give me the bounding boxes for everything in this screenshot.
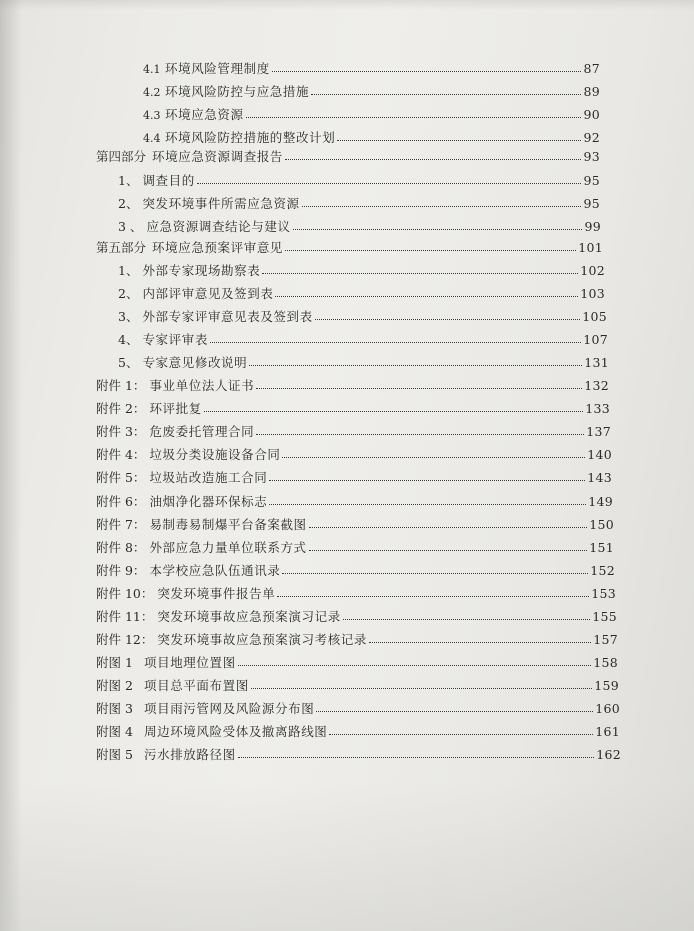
toc-entry-number: 附图 1 — [96, 654, 133, 670]
dot-leader — [210, 342, 581, 343]
toc-entry-page-number: 140 — [587, 446, 612, 462]
toc-entry-number: 附件 7： — [96, 516, 146, 532]
toc-entry-number: 3 、 — [118, 218, 143, 234]
toc-entry-page-number: 92 — [583, 129, 600, 145]
dot-leader — [238, 665, 592, 666]
toc-entry — [96, 534, 614, 554]
toc-entry — [96, 488, 613, 508]
toc-entry — [96, 143, 600, 163]
dot-leader — [197, 183, 582, 184]
toc-entry-title: 专家评审表 — [142, 331, 208, 347]
toc-entry-number: 第四部分 — [96, 148, 147, 164]
toc-entry-number: 4.4 — [143, 132, 161, 145]
toc-entry-number: 第五部分 — [96, 239, 147, 255]
toc-entry-number: 附件 4： — [96, 446, 146, 462]
toc-entry — [96, 418, 611, 438]
toc-entry-number: 附件 9： — [96, 562, 146, 578]
toc-entry-title: 内部评审意见及签到表 — [142, 285, 274, 301]
toc-entry-page-number: 105 — [582, 308, 607, 324]
toc-entry — [96, 603, 617, 623]
toc-entry-title: 环评批复 — [149, 400, 202, 416]
toc-entry — [96, 626, 618, 646]
dot-leader — [309, 527, 588, 528]
dot-leader — [282, 573, 588, 574]
toc-entry — [143, 101, 600, 121]
toc-entry — [118, 190, 600, 210]
toc-entry-page-number: 89 — [583, 83, 600, 99]
toc-entry-page-number: 151 — [589, 539, 614, 555]
dot-leader — [293, 229, 583, 230]
toc-entry-number: 附图 3 — [96, 700, 133, 716]
toc-entry-page-number: 149 — [588, 493, 613, 509]
toc-entry-title: 突发环境事件报告单 — [157, 585, 276, 601]
toc-entry-page-number: 133 — [585, 400, 610, 416]
toc-entry-title: 污水排放路径图 — [144, 746, 236, 762]
dot-leader — [337, 140, 581, 141]
dot-leader — [269, 480, 585, 481]
dot-leader — [256, 388, 582, 389]
dot-leader — [302, 206, 582, 207]
toc-entry-page-number: 162 — [596, 746, 621, 762]
toc-entry-page-number: 152 — [590, 562, 615, 578]
toc-entry-number: 4.1 — [143, 63, 161, 76]
toc-entry — [118, 257, 605, 277]
toc-entry-number: 4、 — [118, 331, 139, 347]
toc-entry — [118, 349, 609, 369]
toc-entry-title: 环境应急资源 — [165, 106, 244, 122]
dot-leader — [238, 757, 595, 758]
toc-entry-page-number: 95 — [583, 195, 600, 211]
toc-entry — [96, 718, 620, 738]
dot-leader — [277, 596, 589, 597]
dot-leader — [272, 71, 582, 72]
toc-entry — [143, 55, 600, 75]
toc-entry-title: 事业单位法人证书 — [149, 377, 255, 393]
dot-leader — [249, 365, 582, 366]
toc-entry-number: 附图 2 — [96, 677, 133, 693]
toc-entry-number: 附件 2： — [96, 400, 146, 416]
toc-entry — [96, 372, 609, 392]
toc-entry-number: 2、 — [118, 195, 139, 211]
toc-entry-page-number: 137 — [586, 423, 611, 439]
toc-entry-number: 2、 — [118, 285, 139, 301]
toc-entry-page-number: 159 — [594, 677, 619, 693]
toc-entry-number: 附图 5 — [96, 746, 133, 762]
toc-entry-title: 项目雨污管网及风险源分布图 — [144, 700, 315, 716]
toc-entry-title: 油烟净化器环保标志 — [149, 493, 268, 509]
toc-entry — [96, 695, 620, 715]
toc-entry-title: 垃圾站改造施工合同 — [149, 469, 268, 485]
dot-leader — [262, 273, 578, 274]
toc-entry-number: 附件 3： — [96, 423, 146, 439]
toc-entry-page-number: 143 — [587, 469, 612, 485]
toc-entry-title: 突发环境事件所需应急资源 — [142, 195, 300, 211]
toc-entry — [96, 511, 614, 531]
toc-entry-number: 3、 — [118, 308, 139, 324]
toc-entry — [143, 78, 600, 98]
toc-entry — [118, 326, 608, 346]
toc-entry-page-number: 101 — [578, 239, 603, 255]
toc-entry — [96, 395, 610, 415]
toc-entry-number: 附件 8： — [96, 539, 146, 555]
toc-entry-page-number: 132 — [584, 377, 609, 393]
toc-entry-title: 外部专家现场勘察表 — [142, 262, 261, 278]
toc-entry-page-number: 103 — [580, 285, 605, 301]
toc-entry-page-number: 161 — [595, 723, 620, 739]
toc-entry — [143, 124, 600, 144]
toc-entry-number: 附件 11： — [96, 608, 154, 624]
toc-entry — [96, 741, 621, 761]
toc-entry-page-number: 153 — [591, 585, 616, 601]
toc-entry-title: 周边环境风险受体及撤离路线图 — [144, 723, 328, 739]
toc-entry-title: 外部专家评审意见表及签到表 — [142, 308, 313, 324]
toc-entry-number: 附件 5： — [96, 469, 146, 485]
toc-entry-number: 4.2 — [143, 86, 161, 99]
toc-entry-title: 环境风险防控与应急措施 — [165, 83, 310, 99]
dot-leader — [282, 457, 585, 458]
toc-entry-title: 调查目的 — [142, 172, 195, 188]
toc-entry-page-number: 90 — [583, 106, 600, 122]
toc-entry-page-number: 150 — [589, 516, 614, 532]
dot-leader — [369, 642, 591, 643]
toc-entry-title: 易制毒易制爆平台备案截图 — [149, 516, 307, 532]
toc-entry-title: 本学校应急队伍通讯录 — [149, 562, 281, 578]
toc-entry — [118, 167, 600, 187]
toc-entry-title: 环境应急资源调查报告 — [152, 148, 284, 164]
toc-entry-number: 附件 6： — [96, 493, 146, 509]
toc-entry — [96, 234, 603, 254]
dot-leader — [256, 434, 584, 435]
dot-leader — [315, 319, 580, 320]
dot-leader — [285, 159, 581, 160]
toc-entry — [96, 557, 615, 577]
toc-entry-number: 附件 12： — [96, 631, 154, 647]
dot-leader — [316, 711, 593, 712]
toc-entry-page-number: 158 — [593, 654, 618, 670]
toc-entry-page-number: 157 — [593, 631, 618, 647]
toc-entry-number: 1、 — [118, 172, 139, 188]
toc-entry-title: 项目地理位置图 — [144, 654, 236, 670]
toc-entry — [118, 303, 607, 323]
toc-entry — [96, 580, 616, 600]
dot-leader — [285, 250, 576, 251]
toc-entry-page-number: 160 — [595, 700, 620, 716]
toc-entry-page-number: 155 — [592, 608, 617, 624]
toc-entry-title: 危废委托管理合同 — [149, 423, 255, 439]
toc-entry-title: 应急资源调查结论与建议 — [146, 218, 291, 234]
toc-entry-number: 附件 10： — [96, 585, 154, 601]
dot-leader — [269, 504, 586, 505]
toc-entry-title: 环境应急预案评审意见 — [152, 239, 284, 255]
toc-entry-page-number: 102 — [580, 262, 605, 278]
toc-entry-page-number: 87 — [583, 60, 600, 76]
dot-leader — [246, 117, 582, 118]
toc-entry-title: 项目总平面布置图 — [144, 677, 249, 693]
toc-entry-title: 突发环境事故应急预案演习考核记录 — [157, 631, 367, 647]
toc-entry-title: 专家意见修改说明 — [142, 354, 248, 370]
toc-entry — [96, 464, 612, 484]
toc-entry-page-number: 107 — [583, 331, 608, 347]
toc-entry-page-number: 99 — [584, 218, 601, 234]
toc-entry-page-number: 95 — [583, 172, 600, 188]
toc-entry-page-number: 93 — [583, 148, 600, 164]
toc-entry-title: 突发环境事故应急预案演习记录 — [157, 608, 341, 624]
toc-entry-number: 附件 1： — [96, 377, 146, 393]
dot-leader — [309, 550, 588, 551]
dot-leader — [251, 688, 592, 689]
toc-entry — [118, 280, 605, 300]
dot-leader — [204, 411, 583, 412]
toc-entry — [96, 649, 618, 669]
dot-leader — [329, 734, 593, 735]
dot-leader — [275, 296, 578, 297]
toc-entry-number: 附图 4 — [96, 723, 133, 739]
toc-entry-title: 外部应急力量单位联系方式 — [149, 539, 307, 555]
toc-entry-number: 5、 — [118, 354, 139, 370]
toc-entry — [96, 441, 612, 461]
toc-entry-title: 环境风险防控措施的整改计划 — [165, 129, 336, 145]
dot-leader — [343, 619, 590, 620]
toc-entry — [96, 672, 619, 692]
toc-entry-number: 1、 — [118, 262, 139, 278]
toc-entry — [118, 213, 601, 233]
toc-entry-title: 环境风险管理制度 — [165, 60, 270, 76]
dot-leader — [311, 94, 581, 95]
toc-entry-number: 4.3 — [143, 109, 161, 122]
toc-entry-title: 垃圾分类设施设备合同 — [149, 446, 281, 462]
toc-entry-page-number: 131 — [584, 354, 609, 370]
